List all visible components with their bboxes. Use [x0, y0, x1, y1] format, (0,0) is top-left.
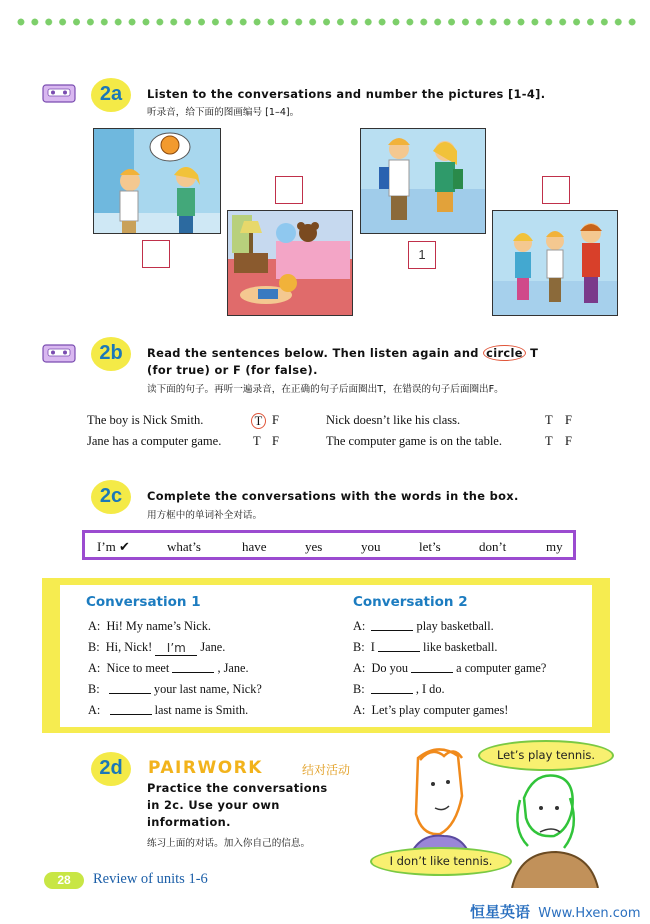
answer-box-4[interactable] [542, 176, 570, 204]
instruction-2d-chinese: 练习上面的对话。加入你自己的信息。 [147, 838, 311, 849]
conversation-2-line: A: play basketball. [353, 619, 494, 633]
statement-3-true[interactable]: T [545, 413, 553, 427]
section-badge-2c: 2c [91, 480, 131, 514]
picture-kids-shaking-hands [360, 128, 486, 234]
word-box-item: yes [305, 539, 323, 554]
watermark: 恒星英语 Www.Hxen.com [470, 903, 641, 921]
pairwork-title-chinese: 结对活动 [302, 763, 351, 777]
section-badge-2d: 2d [91, 752, 131, 786]
answer-blank[interactable] [371, 693, 413, 694]
picture-kids-basketball [93, 128, 221, 234]
statement-1-false[interactable]: F [272, 413, 279, 427]
top-dot-border [14, 17, 639, 27]
word-box-item: what’s [167, 539, 201, 554]
instruction-2a: Listen to the conversations and number the pictures [1-4]. [147, 87, 546, 101]
word-box-item: my [546, 539, 563, 554]
answer-box-3[interactable]: 1 [408, 241, 436, 269]
instruction-2c-chinese: 用方框中的单词补全对话。 [147, 510, 263, 521]
speech-bubble-bottom: I don’t like tennis. [370, 847, 512, 876]
conversation-2-line: B: , I do. [353, 682, 445, 696]
section-badge-2a: 2a [91, 78, 131, 112]
answer-blank[interactable] [172, 672, 214, 673]
cassette-icon [42, 343, 76, 363]
word-box [82, 530, 576, 560]
conversation-2-title: Conversation 2 [353, 594, 468, 610]
answer-blank[interactable] [411, 672, 453, 673]
word-box-item: don’t [479, 539, 507, 554]
speech-bubble-top: Let’s play tennis. [478, 740, 614, 771]
cassette-icon [42, 83, 76, 103]
conversation-1-title: Conversation 1 [86, 594, 201, 610]
statement-1-true[interactable]: T [251, 413, 266, 429]
instruction-2c: Complete the conversations with the words in the box. [147, 489, 519, 503]
word-box-item: you [361, 539, 381, 554]
instruction-2b-chinese: 读下面的句子。再听一遍录音，在正确的句子后面圈出T，在错误的句子后面圈出F。 [147, 384, 504, 395]
answer-blank[interactable] [109, 693, 151, 694]
answer-blank[interactable]: I’m [155, 641, 197, 656]
statement-4: The computer game is on the table. [326, 434, 502, 448]
answer-blank[interactable] [378, 651, 420, 652]
answer-box-2[interactable] [275, 176, 303, 204]
conversation-1-line: A: Hi! My name’s Nick. [88, 619, 211, 633]
instruction-2d-line3: information. [147, 815, 231, 829]
conversation-2-line: A: Do you a computer game? [353, 661, 547, 675]
conversation-1-line: B: Hi, Nick! I’m Jane. [88, 640, 226, 655]
conversation-1-line: A: last name is Smith. [88, 703, 249, 717]
answer-box-1[interactable] [142, 240, 170, 268]
answer-blank[interactable] [110, 714, 152, 715]
conversation-1-line: B: your last name, Nick? [88, 682, 262, 696]
statement-4-true[interactable]: T [545, 434, 553, 448]
section-badge-2b: 2b [91, 337, 131, 371]
picture-boy-under-bed [227, 210, 353, 316]
conversation-2-line: A: Let’s play computer games! [353, 703, 509, 717]
page-number-badge: 28 [44, 872, 84, 889]
word-box-item: have [242, 539, 267, 554]
instruction-2a-chinese: 听录音，给下面的图画编号 [1–4]。 [147, 107, 300, 118]
picture-three-kids [492, 210, 618, 316]
statement-2: Jane has a computer game. [87, 434, 222, 448]
instruction-2b-line2: (for true) or F (for false). [147, 363, 318, 377]
statement-1: The boy is Nick Smith. [87, 413, 204, 427]
conversation-1-line: A: Nice to meet , Jane. [88, 661, 249, 675]
instruction-2d-line1: Practice the conversations [147, 781, 328, 795]
footer-unit-title: Review of units 1-6 [93, 871, 208, 887]
statement-3: Nick doesn’t like his class. [326, 413, 461, 427]
answer-blank[interactable] [371, 630, 413, 631]
pairwork-title: PAIRWORK [148, 758, 263, 778]
word-box-item: I’m ✔ [97, 539, 130, 554]
instruction-2d-line2: in 2c. Use your own [147, 798, 280, 812]
conversation-2-line: B: I like basketball. [353, 640, 498, 654]
word-box-item: let’s [419, 539, 441, 554]
instruction-2b: Read the sentences below. Then listen again and circle T [147, 346, 539, 360]
statement-4-false[interactable]: F [565, 434, 572, 448]
statement-3-false[interactable]: F [565, 413, 572, 427]
statement-2-true[interactable]: T [253, 434, 261, 448]
statement-2-false[interactable]: F [272, 434, 279, 448]
